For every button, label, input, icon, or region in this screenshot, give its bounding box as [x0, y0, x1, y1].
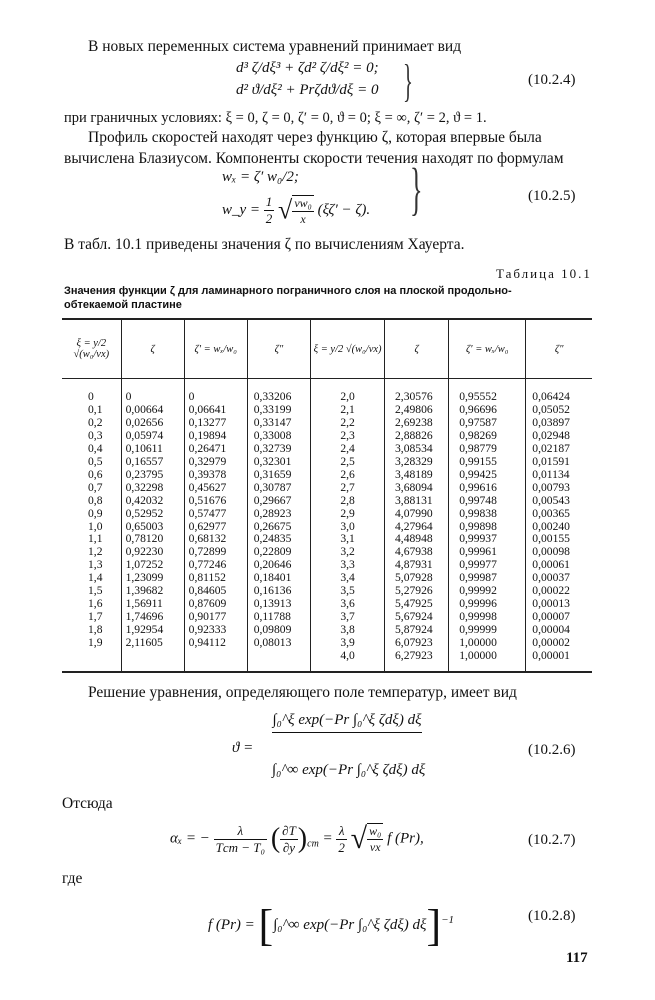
eq2-brace: }: [410, 156, 423, 221]
eq4: αₓ = − $\frac{\lambda}{\text{Tст − T₀}}$ ( $\frac{\partial T}{\partial y}$ )$_{ст}$ = $\frac{\lambda}{2}$ √ $\frac{\text{w₀}}{\nu x}$ f (Pr),: [170, 822, 424, 855]
table-cell: 2,11605: [125, 636, 163, 650]
header-zeta-dprime-2: ζ″: [526, 319, 592, 379]
table-cell: 2,6: [340, 467, 355, 481]
table-cell: 0,32739: [253, 441, 292, 455]
table-cell: 2,5: [340, 454, 355, 468]
table-ref-text: В табл. 10.1 приведены значения ζ по вычислениям Хауерта.: [64, 236, 465, 253]
table-cell: 0,72899: [188, 545, 227, 559]
table-cell: 0,16557: [125, 454, 164, 468]
table-cell: 0,11788: [253, 610, 291, 624]
table-cell: 0,19894: [188, 428, 227, 442]
table-cell: 0,29667: [253, 493, 292, 507]
table-cell: 0,20646: [253, 558, 292, 572]
table-col: [121, 379, 184, 673]
table-cell: 0,98779: [459, 441, 497, 455]
table-cell: 0,13913: [253, 597, 292, 611]
table-cell: 0,32979: [188, 454, 227, 468]
table-cell: 5,47925: [395, 597, 433, 611]
table-col: [247, 379, 310, 673]
table-cell: 1,9: [88, 636, 103, 650]
table-cell: 0,33008: [253, 428, 292, 442]
table-cell: 1,74696: [125, 610, 164, 624]
table-cell: 4,0: [340, 649, 355, 663]
table-cell: 3,8: [340, 623, 355, 637]
table-cell: 3,0: [340, 519, 355, 533]
eq5-number: (10.2.8): [528, 908, 576, 924]
eq3-number: (10.2.6): [528, 742, 576, 758]
table-cell: 0: [188, 390, 195, 403]
table-cell: 0,99616: [459, 480, 497, 494]
table-cell: 0,00037: [532, 571, 570, 585]
table-cell: 0,02656: [125, 415, 164, 429]
table-cell: 0,00365: [532, 506, 570, 520]
header-zeta-2: ζ: [385, 319, 449, 379]
table-cell: 2,3: [340, 428, 355, 442]
table-cell: 2,8: [340, 493, 355, 507]
table-cell: 2,7: [340, 480, 355, 494]
table-cell: 0,00001: [532, 649, 570, 663]
table-cell: 2,30576: [395, 390, 433, 403]
table-cell: 3,1: [340, 532, 355, 546]
eq4-number: (10.2.7): [528, 832, 576, 848]
eq1-number: (10.2.4): [528, 72, 576, 88]
table-cell: 0,01134: [532, 467, 570, 481]
table-cell: 1,8: [88, 623, 103, 637]
boundary-text: при граничных условиях: ξ = 0, ζ = 0, ζ′ = 0, ϑ = 0; ξ = ∞, ζ′ = 2, ϑ = 1.: [64, 110, 487, 126]
table-cell: 3,68094: [395, 480, 433, 494]
table-cell: 4,07990: [395, 506, 433, 520]
eq2-line2: w_y = $\frac{1}{2}$ √ $\frac{\text{νw₀}}{x}$ (ξζ′ − ζ).: [222, 194, 371, 226]
table-cell: 0,26675: [253, 519, 292, 533]
table-cell: 0,09809: [253, 623, 292, 637]
table-cell: 0,30787: [253, 480, 292, 494]
table-cell: 3,6: [340, 597, 355, 611]
page-number: 117: [566, 950, 588, 966]
table-cell: 3,88131: [395, 493, 433, 507]
table-cell: 0,32298: [125, 480, 164, 494]
table-cell: 0,02187: [532, 441, 570, 455]
table-cell: 0,06424: [532, 390, 570, 403]
table-cell: 0,90177: [188, 610, 227, 624]
table-cell: 1,07252: [125, 558, 164, 572]
table-cell: 0,33199: [253, 402, 292, 416]
table-cell: 0,00664: [125, 402, 164, 416]
header-zeta-1: ζ: [121, 319, 184, 379]
table-cell: 1,0: [88, 519, 103, 533]
table-cell: 0,26471: [188, 441, 227, 455]
eq3-lhs: ϑ =: [232, 740, 254, 756]
table-cell: 0,99961: [459, 545, 497, 559]
table-cell: 0: [88, 390, 94, 403]
table-cell: 0,02948: [532, 428, 570, 442]
table-cell: 0,99425: [459, 467, 497, 481]
table-cell: 0,33206: [253, 390, 292, 403]
table-cell: 0,24835: [253, 532, 292, 546]
table-cell: 3,7: [340, 610, 355, 624]
eq2-line1: wₓ = ζ′ w₀/2;: [222, 169, 299, 185]
table-cell: 0,9: [88, 506, 103, 520]
table-cell: 0,00155: [532, 532, 570, 546]
zeta-table: [62, 318, 592, 673]
header-zeta-dprime-1: ζ″: [247, 319, 310, 379]
table-cell: 0,08013: [253, 636, 292, 650]
table-cell: 0,99996: [459, 597, 497, 611]
table-cell: 1,5: [88, 584, 103, 598]
table-cell: 0,4: [88, 441, 103, 455]
temp-solution-text: Решение уравнения, определяющего поле температур, имеет вид: [88, 684, 517, 701]
table-cell: 0,42032: [125, 493, 164, 507]
table-cell: 0,8: [88, 493, 103, 507]
table-cell: 0,57477: [188, 506, 227, 520]
table-cell: 0,00007: [532, 610, 570, 624]
table-cell: 0,00061: [532, 558, 570, 572]
table-cell: 0,87609: [188, 597, 227, 611]
table-cell: 4,87931: [395, 558, 433, 572]
table-body-row: [62, 379, 592, 673]
table-cell: 1,56911: [125, 597, 163, 611]
table-cell: 0,18401: [253, 571, 292, 585]
table-cell: 0,99998: [459, 610, 497, 624]
table-cell: 3,3: [340, 558, 355, 572]
table-cell: 1,00000: [459, 649, 497, 663]
table-cell: 1,92954: [125, 623, 164, 637]
table-cell: 0,99987: [459, 571, 497, 585]
table-cell: 0,28923: [253, 506, 292, 520]
eq1-line2: d² ϑ/dξ² + Prζdϑ/dξ = 0: [236, 82, 379, 98]
table-cell: 0,00240: [532, 519, 570, 533]
table-cell: 3,08534: [395, 441, 433, 455]
table-col: [311, 379, 385, 673]
table-cell: 0,7: [88, 480, 103, 494]
table-cell: 0,92333: [188, 623, 227, 637]
table-cell: 0,78120: [125, 532, 164, 546]
table-cell: 0,92230: [125, 545, 164, 559]
table-col: [449, 379, 526, 673]
table-cell: 0,99838: [459, 506, 497, 520]
table-cell: 1,23099: [125, 571, 164, 585]
table-cell: 6,07923: [395, 636, 433, 650]
table-cell: 0,5: [88, 454, 103, 468]
table-cell: 0: [125, 390, 132, 403]
table-cell: 1,2: [88, 545, 103, 559]
profile-text: Профиль скоростей находят через функцию ζ, которая впервые была вычислена Блазиусом. Компоненты скорости течения находят по формулам: [64, 129, 564, 167]
table-cell: 0,06641: [188, 402, 227, 416]
table-cell: 3,28329: [395, 454, 433, 468]
table-cell: 0,22809: [253, 545, 292, 559]
table-cell: 0,39378: [188, 467, 227, 481]
eq5: f (Pr) = [∫₀^∞ exp(−Pr ∫₀^ξ ζdξ) dξ]$^{-1}$: [208, 901, 455, 950]
table-cell: 0,99977: [459, 558, 497, 572]
table-cell: 0,97587: [459, 415, 497, 429]
where-text: где: [62, 870, 83, 887]
table-cell: 3,48189: [395, 467, 433, 481]
table-title: Таблица 10.1: [496, 266, 592, 281]
eq1-line1: d³ ζ/dξ³ + ζd² ζ/dξ² = 0;: [236, 60, 379, 76]
table-cell: 1,6: [88, 597, 103, 611]
table-cell: 0,2: [88, 415, 103, 429]
intro-text: В новых переменных система уравнений принимает вид: [88, 38, 462, 55]
table-cell: 0,31659: [253, 467, 292, 481]
table-cell: 0,99992: [459, 584, 497, 598]
table-cell: 0,03897: [532, 415, 570, 429]
table-cell: 0,00013: [532, 597, 570, 611]
eq1-brace: }: [403, 55, 413, 106]
table-cell: 5,27926: [395, 584, 433, 598]
table-cell: 0,62977: [188, 519, 227, 533]
table-cell: 3,4: [340, 571, 355, 585]
table-cell: 3,9: [340, 636, 355, 650]
table-cell: 0,00004: [532, 623, 570, 637]
table-cell: 4,27964: [395, 519, 433, 533]
table-cell: 0,99999: [459, 623, 497, 637]
table-cell: 0,99155: [459, 454, 497, 468]
table-cell: 1,00000: [459, 636, 497, 650]
table-cell: 2,9: [340, 506, 355, 520]
hence-text: Отсюда: [62, 795, 113, 812]
table-cell: 5,67924: [395, 610, 433, 624]
header-xi-1: ξ = y/2 √(w₀/νx): [62, 319, 121, 379]
table-cell: 0,77246: [188, 558, 227, 572]
table-cell: 0,6: [88, 467, 103, 481]
table-cell: 0,10611: [125, 441, 163, 455]
table-cell: 0,98269: [459, 428, 497, 442]
table-cell: 0,65003: [125, 519, 164, 533]
table-cell: 0,84605: [188, 584, 227, 598]
table-cell: 0,13277: [188, 415, 227, 429]
table-cell: 0,99748: [459, 493, 497, 507]
table-cell: 0,16136: [253, 584, 292, 598]
table-cell: 1,3: [88, 558, 103, 572]
table-cell: 2,49806: [395, 402, 433, 416]
table-cell: 2,2: [340, 415, 355, 429]
table-cell: 1,39682: [125, 584, 164, 598]
eq3-denominator: ∫₀^∞ exp(−Pr ∫₀^ξ ζdξ) dξ: [272, 762, 426, 778]
header-xi-2: ξ = y/2 √(w₀/νx): [311, 319, 385, 379]
table-cell: 0,51676: [188, 493, 227, 507]
table-cell: 1,7: [88, 610, 103, 624]
table-cell: 0,68132: [188, 532, 227, 546]
table-cell: 2,1: [340, 402, 355, 416]
table-cell: 0,81152: [188, 571, 226, 585]
table-cell: 0,94112: [188, 636, 226, 650]
table-cell: 0,95552: [459, 390, 497, 403]
table-cell: 0,00002: [532, 636, 570, 650]
table-cell: 6,27923: [395, 649, 433, 663]
table-cell: 2,88826: [395, 428, 433, 442]
header-zeta-prime-2: ζ′ = wₓ/w₀: [449, 319, 526, 379]
eq3-numerator: ∫₀^ξ exp(−Pr ∫₀^ξ ζdξ) dξ: [272, 712, 422, 733]
table-cell: 0,32301: [253, 454, 292, 468]
table-cell: 0,00793: [532, 480, 570, 494]
table-cell: 0,1: [88, 402, 103, 416]
table-cell: 0,00098: [532, 545, 570, 559]
table-cell: 0,52952: [125, 506, 164, 520]
table-cell: 5,07928: [395, 571, 433, 585]
table-cell: 0,3: [88, 428, 103, 442]
table-cell: 0,05052: [532, 402, 570, 416]
table-col: [385, 379, 449, 673]
table-col: [62, 379, 121, 673]
table-header-row: [62, 319, 592, 379]
table-cell: 0,96696: [459, 402, 497, 416]
header-zeta-prime-1: ζ′ = wₓ/w₀: [184, 319, 247, 379]
table-cell: 4,48948: [395, 532, 433, 546]
table-cell: 2,4: [340, 441, 355, 455]
table-cell: 1,1: [88, 532, 103, 546]
table-cell: 0,05974: [125, 428, 164, 442]
table-cell: 0,23795: [125, 467, 164, 481]
table-cell: 2,69238: [395, 415, 433, 429]
table-cell: 5,87924: [395, 623, 433, 637]
table-cell: 3,2: [340, 545, 355, 559]
table-cell: 1,4: [88, 571, 103, 585]
table-cell: 3,5: [340, 584, 355, 598]
table-caption: Значения функции ζ для ламинарного пограничного слоя на плоской продольно-обтекаемой пластине: [64, 285, 512, 311]
eq2-number: (10.2.5): [528, 188, 576, 204]
table-cell: 0,99898: [459, 519, 497, 533]
table-cell: 0,01591: [532, 454, 570, 468]
table-cell: 0,99937: [459, 532, 497, 546]
table-col: [526, 379, 592, 673]
table-col: [184, 379, 247, 673]
table-cell: 4,67938: [395, 545, 433, 559]
table-cell: 0,33147: [253, 415, 292, 429]
table-cell: 2,0: [340, 390, 355, 403]
table-cell: 0,45627: [188, 480, 227, 494]
table-cell: 0,00022: [532, 584, 570, 598]
table-cell: 0,00543: [532, 493, 570, 507]
